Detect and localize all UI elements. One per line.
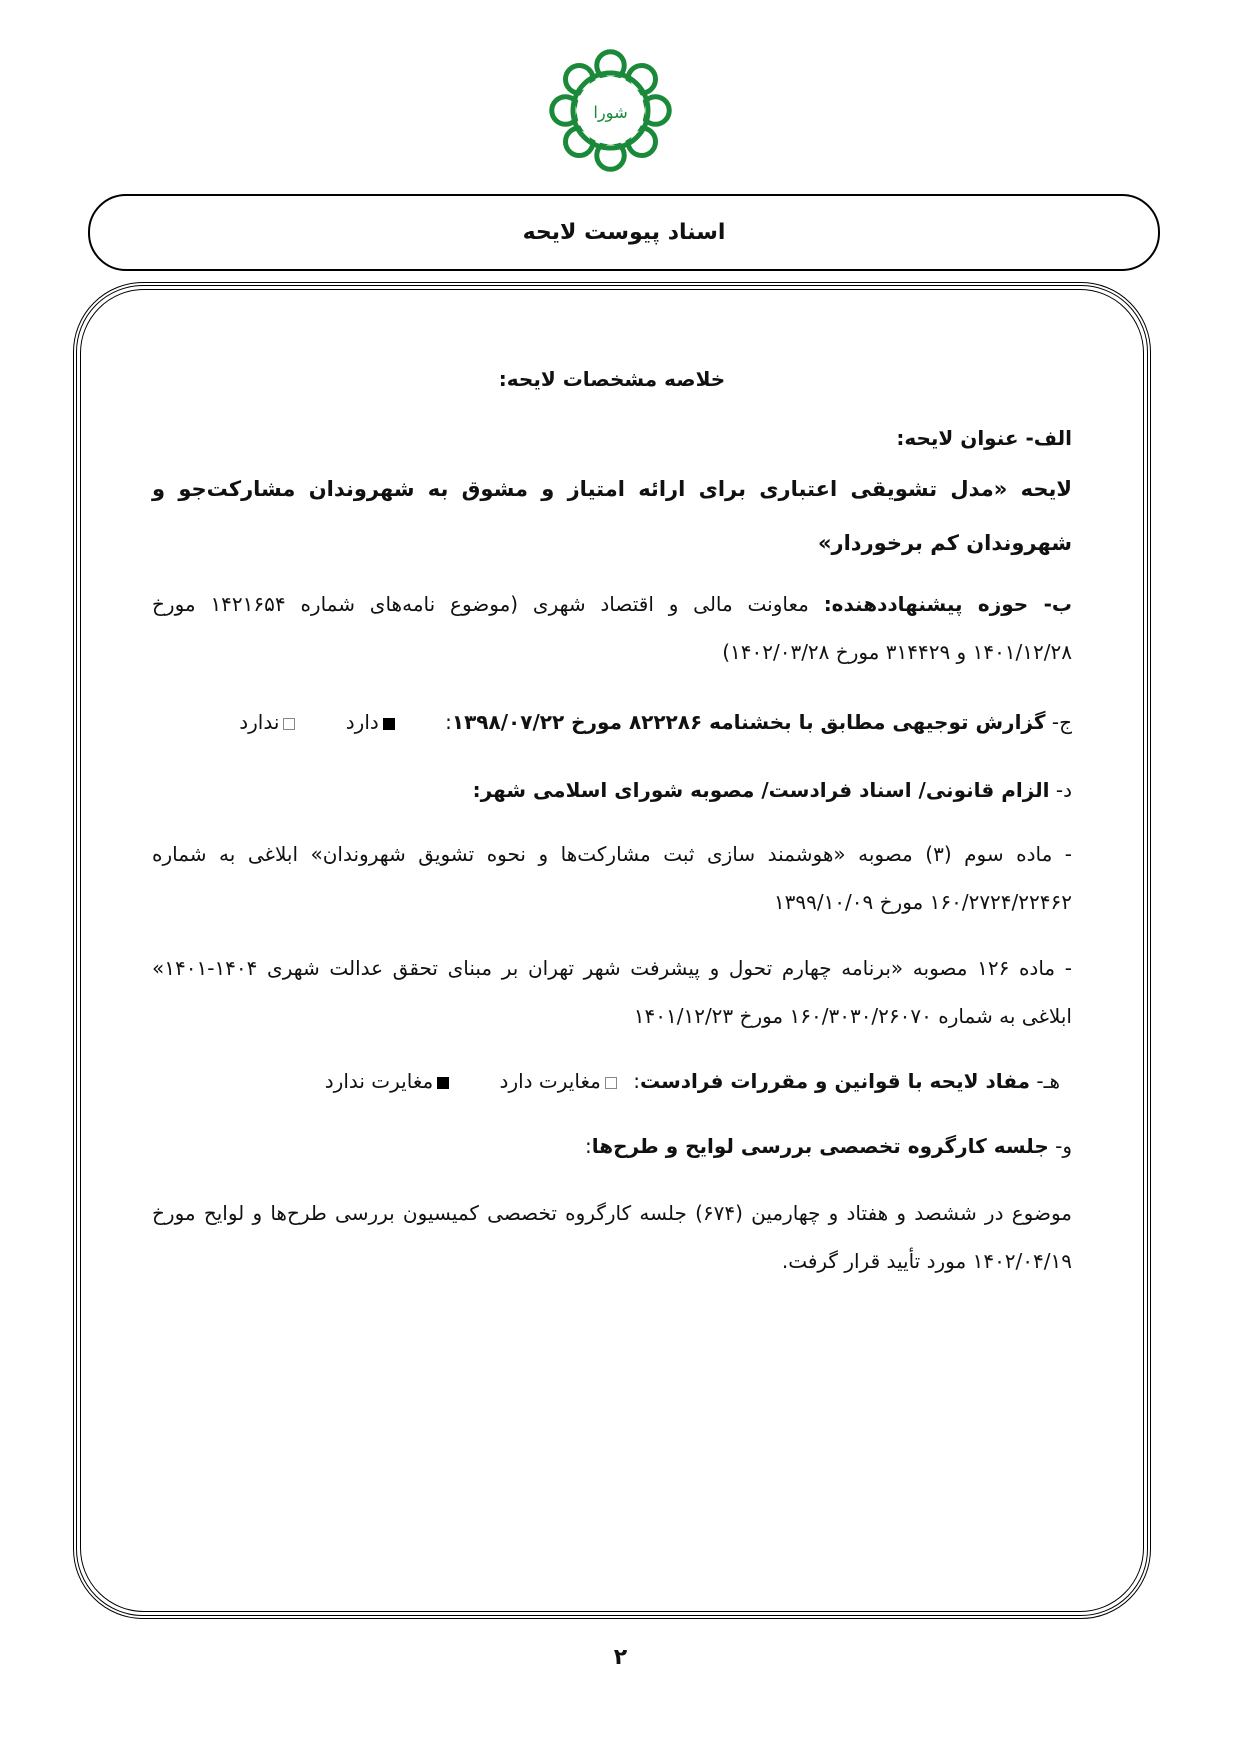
dal-prefix: د-: [1055, 778, 1072, 802]
checked-box-icon: [383, 718, 395, 730]
document-title: اسناد پیوست لایحه: [522, 220, 726, 245]
section-dal: [152, 766, 1072, 814]
section-vav: [152, 1122, 1072, 1170]
page-number: ۲: [613, 1645, 628, 1670]
unchecked-box-icon: [605, 1077, 617, 1089]
dal-item-2: - ماده ۱۲۶ مصوبه «برنامه چهارم تحول و پیشرفت شهر تهران بر مبنای تحقق عدالت شهری ۱۴۰۴-۱۴۰۱» ابلاغی به شماره ۱۶۰/۳۰۳۰/۲۶۰۷۰ مورخ ۱۴۰۱/۱۲/۲۳: [152, 956, 1072, 1028]
be-text: معاونت مالی و اقتصاد شهری (موضوع نامه‌های شماره ۱۴۲۱۶۵۴ مورخ ۱۴۰۱/۱۲/۲۸ و ۳۱۴۴۲۹ مورخ ۱۴۰۲/۰۳/۲۸): [152, 592, 1072, 664]
section-jim: [152, 698, 1072, 746]
vav-prefix: و-: [1055, 1134, 1072, 1158]
dal-item-1: - ماده سوم (۳) مصوبه «هوشمند سازی ثبت مشارکت‌ها و نحوه تشویق شهروندان» ابلاغی به شماره ۱۶۰/۲۷۲۴/۲۲۴۶۲ مورخ ۱۳۹۹/۱۰/۰۹: [152, 842, 1072, 914]
unchecked-box-icon: [283, 718, 295, 730]
he-option-no-conflict[interactable]: [325, 1069, 453, 1093]
he-option-conflict[interactable]: [500, 1069, 621, 1093]
vav-text: موضوع در ششصد و هفتاد و چهارمین (۶۷۴) جلسه کارگروه تخصصی کمیسیون بررسی طرح‌ها و لوایح مورخ ۱۴۰۲/۰۴/۱۹ مورد تأیید قرار گرفت.: [152, 1201, 1072, 1273]
jim-option-yes[interactable]: [346, 710, 399, 734]
alef-text: لایحه «مدل تشویقی اعتباری برای ارائه امتیاز و مشوق به شهروندان مشارکت‌جو و شهروندان کم برخوردار»: [152, 477, 1072, 555]
jim-prefix: ج-: [1051, 710, 1072, 734]
document-title-box: [88, 194, 1160, 271]
section-he: [152, 1057, 1072, 1105]
jim-option-no-label: ندارد: [239, 710, 280, 734]
jim-label: گزارش توجیهی مطابق با بخشنامه ۸۲۲۲۸۶ مورخ ۱۳۹۸/۰۷/۲۲: [451, 710, 1046, 734]
section-be: [152, 580, 1072, 676]
vav-colon: :: [584, 1134, 592, 1158]
jim-colon: :: [445, 710, 452, 734]
checked-box-icon: [437, 1077, 449, 1089]
summary-heading: خلاصه مشخصات لایحه:: [498, 367, 726, 391]
jim-option-yes-label: دارد: [345, 710, 379, 734]
jim-option-no[interactable]: [239, 710, 299, 734]
he-colon: :: [633, 1069, 640, 1093]
section-alef: [152, 414, 1072, 570]
he-prefix: هـ-: [1036, 1069, 1060, 1093]
he-option-conflict-label: مغایرت دارد: [499, 1069, 601, 1093]
he-option-no-conflict-label: مغایرت ندارد: [324, 1069, 434, 1093]
be-label: ب- حوزه پیشنهاددهنده:: [823, 592, 1073, 616]
dal-label: الزام قانونی/ اسناد فرادست/ مصوبه شورای اسلامی شهر:: [472, 778, 1050, 802]
svg-text:شورا: شورا: [593, 103, 628, 122]
tehran-city-council-logo: [548, 48, 673, 173]
he-label: مفاد لایحه با قوانین و مقررات فرادست: [639, 1069, 1031, 1093]
vav-label: جلسه کارگروه تخصصی بررسی لوایح و طرح‌ها: [591, 1134, 1049, 1158]
alef-label: الف- عنوان لایحه:: [896, 426, 1072, 450]
